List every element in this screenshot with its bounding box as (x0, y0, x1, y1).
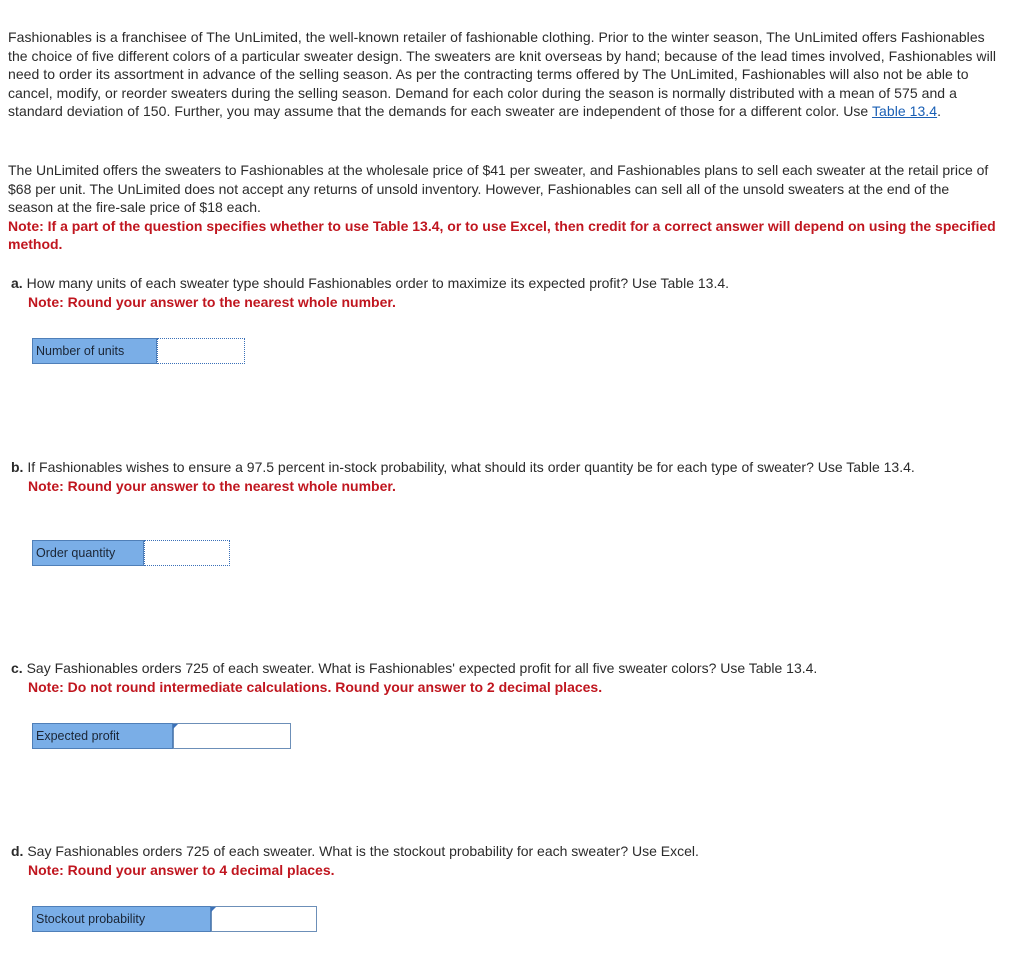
answer-row-b (32, 540, 230, 566)
stockout-probability-label: Stockout probability (32, 906, 211, 932)
method-note: Note: If a part of the question specifies whether to use Table 13.4, or to use Excel, then credit for a correct answer will depend on using the specified method. (8, 217, 996, 252)
question-a-note: Note: Round your answer to the nearest whole number. (28, 293, 396, 310)
question-d-text: Say Fashionables orders 725 of each sweater. What is the stockout probability for each sweater? Use Excel. (23, 843, 699, 859)
question-c-letter: c. (11, 660, 23, 676)
number-of-units-label: Number of units (32, 338, 157, 364)
expected-profit-input[interactable] (173, 723, 291, 749)
question-a-text: How many units of each sweater type should Fashionables order to maximize its expected profit? Use Table 13.4. (22, 275, 730, 291)
question-b (11, 458, 1001, 495)
input-corner-marker-d (211, 907, 216, 912)
pricing-text: The UnLimited offers the sweaters to Fashionables at the wholesale price of $41 per sweater, and Fashionables plans to sell each sweater at the retail price of $68 per unit. The UnLimited does not accept any returns of unsold inventory. However, Fashionables can sell all of the unsold sweaters at the end of the season at the fire-sale price of $18 each. (8, 162, 989, 215)
order-quantity-label: Order quantity (32, 540, 144, 566)
question-a-letter: a. (11, 275, 23, 291)
question-d-note: Note: Round your answer to 4 decimal places. (28, 861, 335, 878)
intro-end: . (937, 103, 942, 119)
order-quantity-input[interactable] (144, 540, 230, 566)
question-a (11, 274, 1001, 311)
question-b-text: If Fashionables wishes to ensure a 97.5 percent in-stock probability, what should its order quantity be for each type of sweater? Use Table 13.4. (23, 459, 915, 475)
intro-paragraph (8, 28, 998, 121)
intro-text: Fashionables is a franchisee of The UnLimited, the well-known retailer of fashionable clothing. Prior to the winter season, The UnLimited offers Fashionables the choice of five different colors of a particular sweater design. The sweaters are knit overseas by hand; because of the lead times involved, Fashionables will need to order its assortment in advance of the selling season. As per the contracting terms offered by The UnLimited, Fashionables will also not be able to cancel, modify, or reorder sweaters during the selling season. Demand for each color during the season is normally distributed with a mean of 575 and a standard deviation of 150. Further, you may assume that the demands for each sweater are independent of those for a different color. Use (8, 29, 997, 119)
question-c (11, 659, 1001, 696)
answer-row-d (32, 906, 317, 932)
question-b-note: Note: Round your answer to the nearest whole number. (28, 477, 396, 494)
stockout-probability-input[interactable] (211, 906, 317, 932)
number-of-units-input[interactable] (157, 338, 245, 364)
question-b-letter: b. (11, 459, 24, 475)
answer-row-a (32, 338, 245, 364)
question-d (11, 842, 1001, 879)
input-corner-marker-c (173, 724, 178, 729)
table-13-4-link[interactable]: Table 13.4 (871, 103, 938, 119)
answer-row-c (32, 723, 291, 749)
pricing-paragraph (8, 161, 998, 254)
question-c-text: Say Fashionables orders 725 of each sweater. What is Fashionables' expected profit for all five sweater colors? Use Table 13.4. (22, 660, 818, 676)
expected-profit-label: Expected profit (32, 723, 173, 749)
question-d-letter: d. (11, 843, 24, 859)
question-c-note: Note: Do not round intermediate calculations. Round your answer to 2 decimal places. (28, 678, 603, 695)
